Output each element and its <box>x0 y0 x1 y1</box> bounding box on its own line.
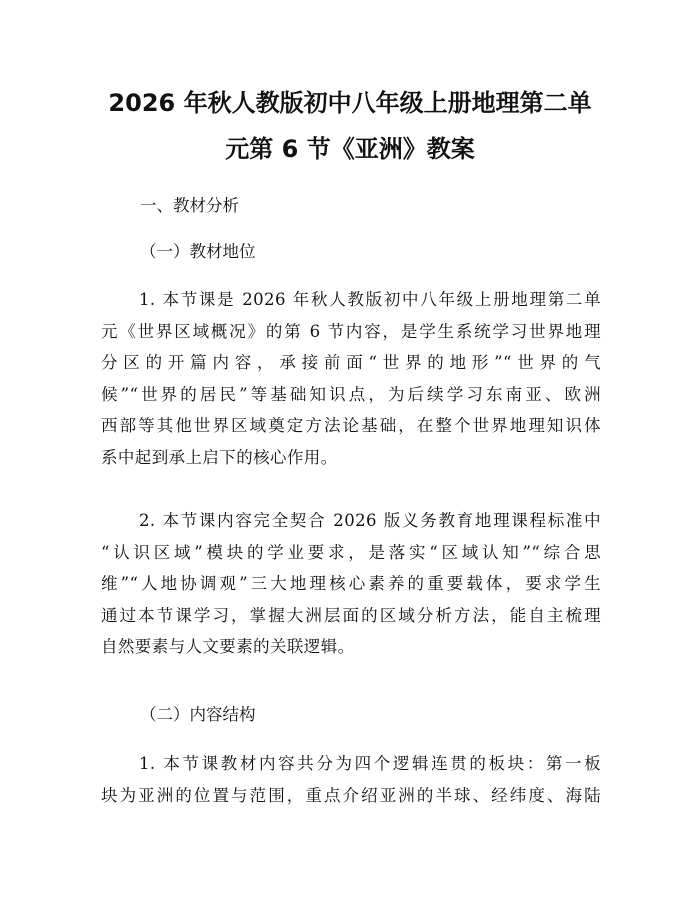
paragraph-line: 维”“人地协调观”三大地理核心素养的重要载体，要求学生 <box>101 574 601 593</box>
paragraph-line: 2. 本节课内容完全契合 2026 版义务教育地理课程标准中 <box>139 511 601 530</box>
paragraph-line: 1. 本节课教材内容共分为四个逻辑连贯的板块：第一板 <box>139 754 601 773</box>
paragraph-1 <box>101 284 601 473</box>
paragraph-line: 分区的开篇内容，承接前面“世界的地形”“世界的气 <box>101 353 601 372</box>
paragraph-line: 通过本节课学习，掌握大洲层面的区域分析方法，能自主梳理 <box>101 605 601 625</box>
paragraph-line: 系中起到承上启下的核心作用。 <box>101 447 338 467</box>
paragraph-3 <box>101 748 601 811</box>
paragraph-line: “认识区域”模块的学业要求，是落实“区域认知”“综合思 <box>101 542 601 562</box>
subsection-heading-content-structure: （二）内容结构 <box>140 705 256 724</box>
paragraph-line: 西部等其他世界区域奠定方法论基础，在整个世界地理知识体 <box>101 416 601 435</box>
document-title-line-2: 元第 6 节《亚洲》教案 <box>225 135 475 163</box>
paragraph-line: 自然要素与人文要素的关联逻辑。 <box>101 637 355 656</box>
subsection-heading-textbook-position: （一）教材地位 <box>140 242 256 261</box>
paragraph-2 <box>101 505 601 663</box>
paragraph-line: 1. 本节课是 2026 年秋人教版初中八年级上册地理第二单 <box>139 290 601 309</box>
section-heading-textbook-analysis: 一、教材分析 <box>140 196 239 215</box>
paragraph-line: 块为亚洲的位置与范围，重点介绍亚洲的半球、经纬度、海陆 <box>101 785 601 805</box>
document-title-line-1: 2026 年秋人教版初中八年级上册地理第二单 <box>108 89 592 117</box>
paragraph-line: 候”“世界的居民”等基础知识点，为后续学习东南亚、欧洲 <box>101 384 601 404</box>
paragraph-line: 元《世界区域概况》的第 6 节内容，是学生系统学习世界地理 <box>101 321 601 341</box>
